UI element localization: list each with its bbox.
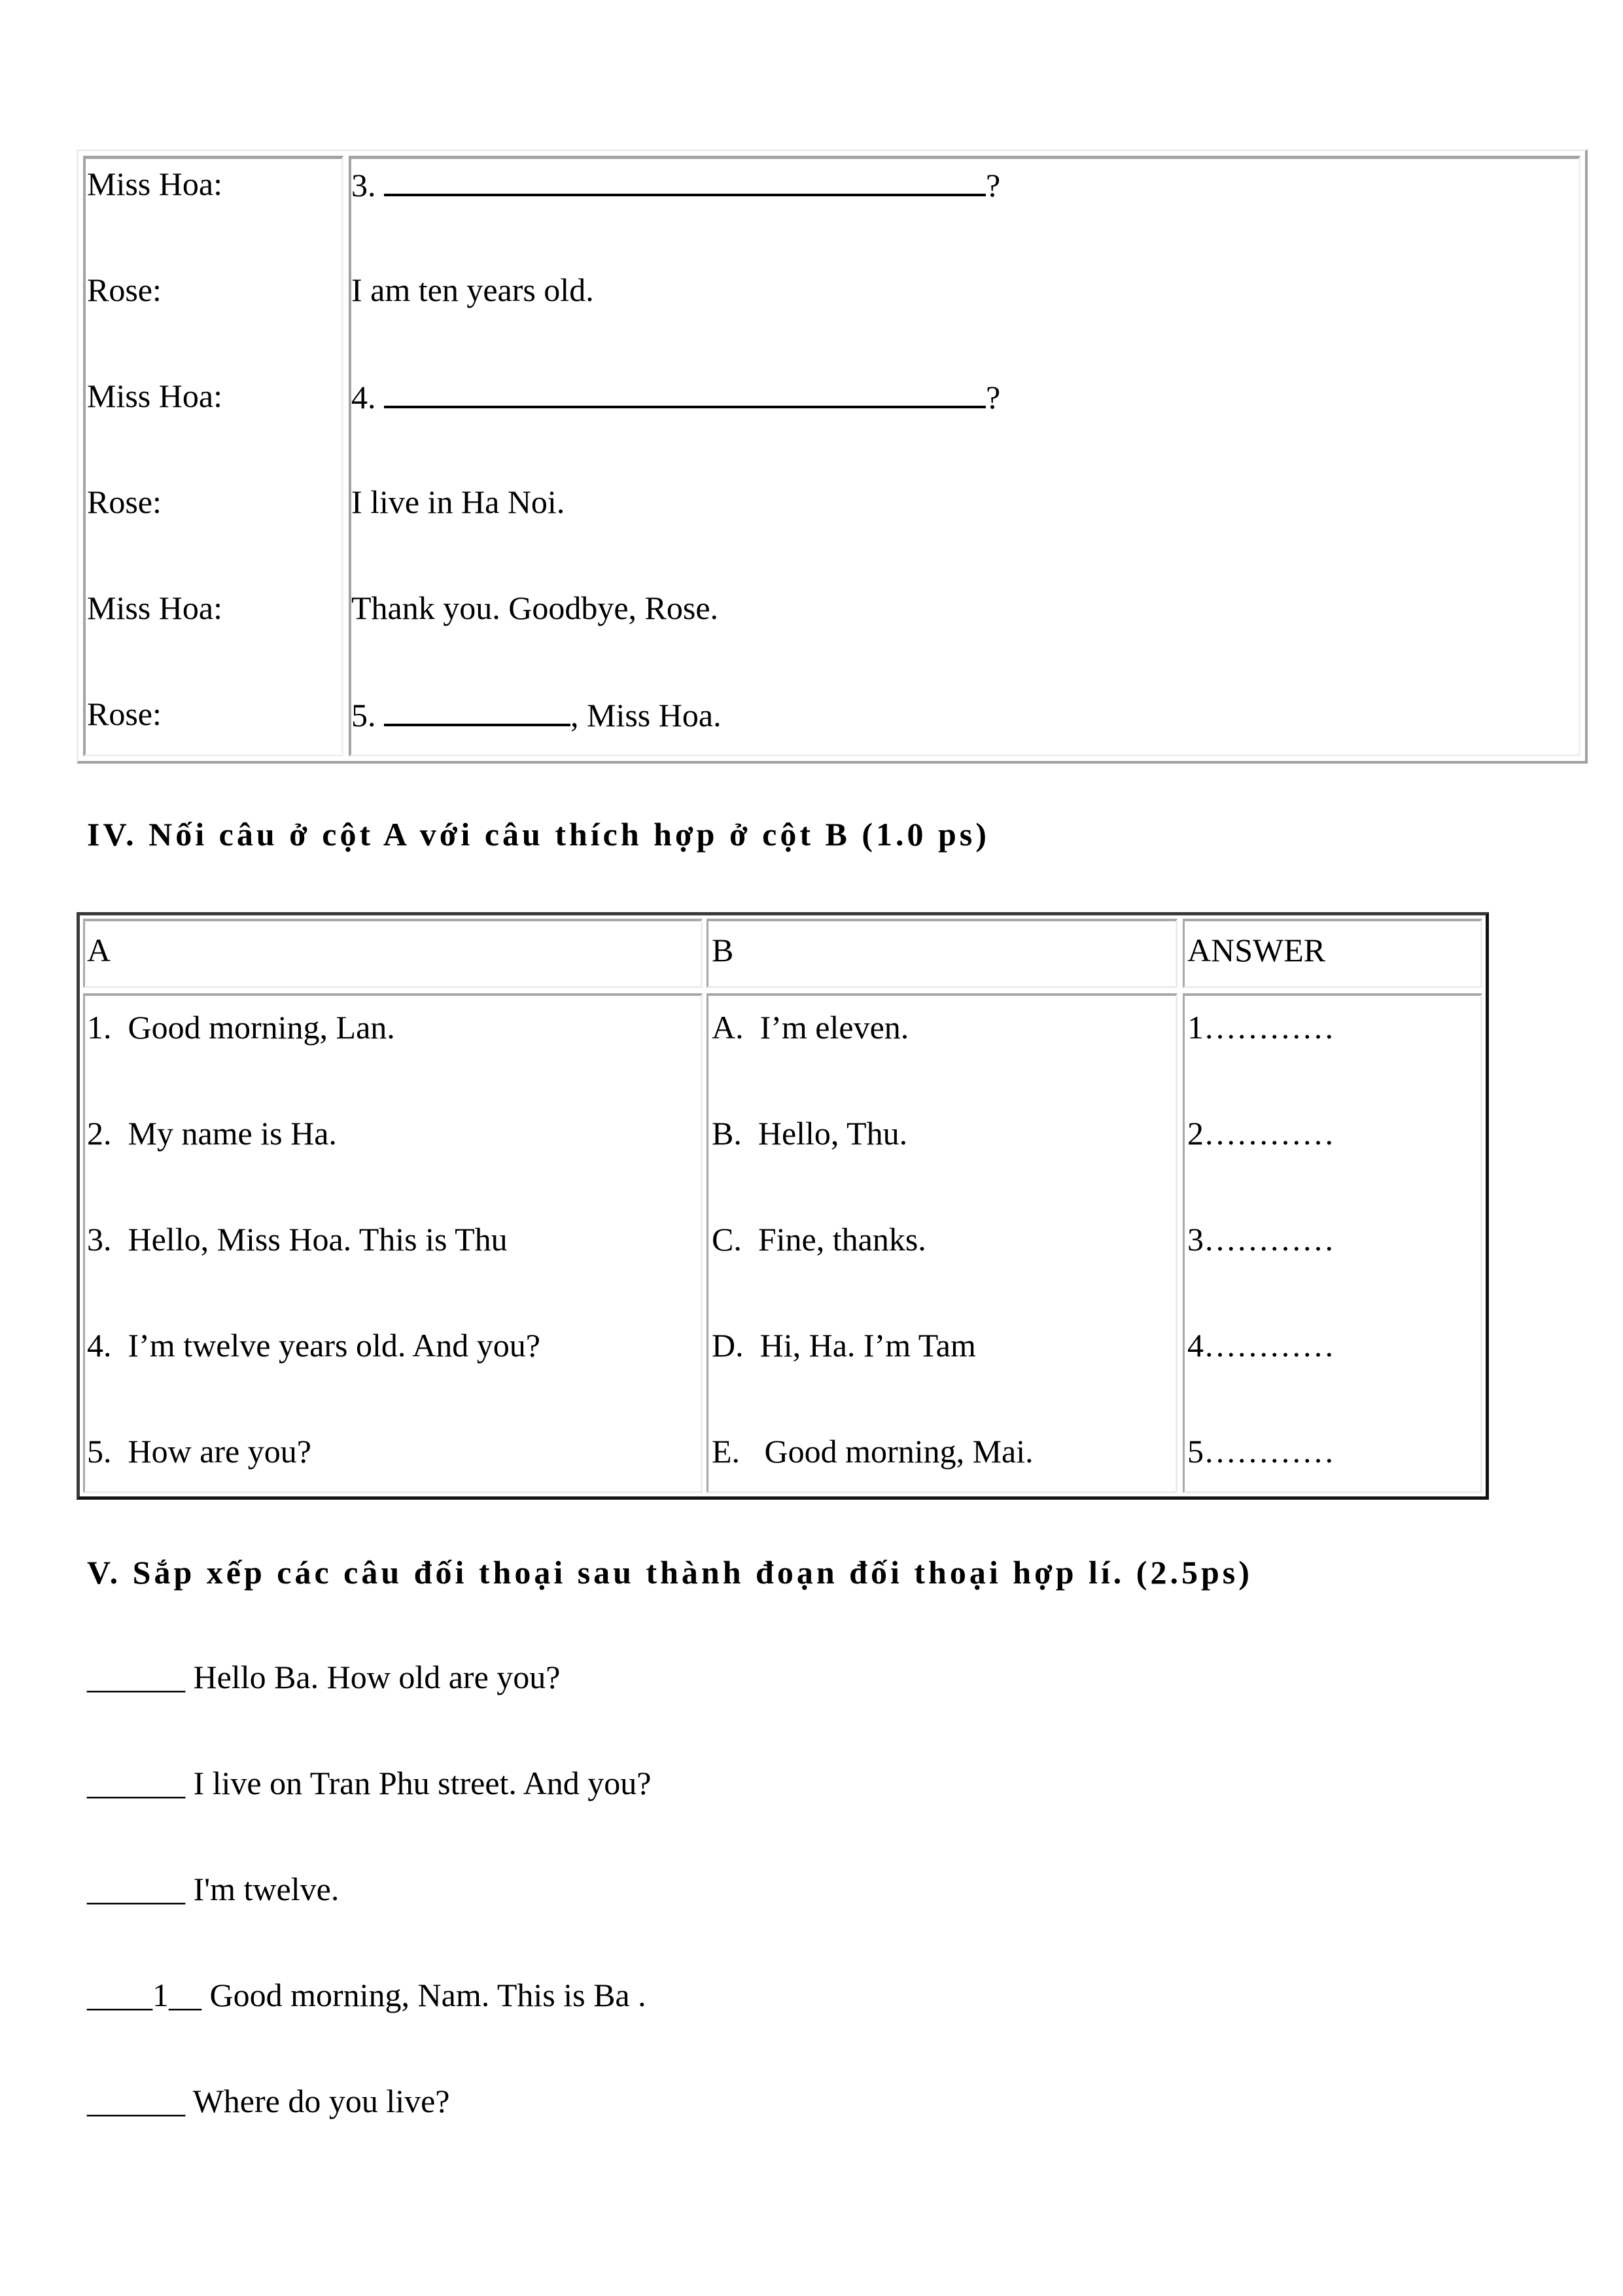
speaker-column — [83, 156, 343, 756]
column-a-item: 4. I’m twelve years old. And you? — [87, 1327, 540, 1364]
column-header-answer: ANSWER — [1187, 932, 1326, 968]
speaker-label: Miss Hoa: — [87, 166, 222, 202]
order-blank[interactable]: ______ — [87, 1659, 185, 1695]
column-b-item: B. Hello, Thu. — [712, 1115, 908, 1152]
column-b-item: E. Good morning, Mai. — [712, 1433, 1034, 1470]
order-blank[interactable]: ______ — [87, 1765, 185, 1801]
question-number: 5. — [351, 697, 376, 733]
ordering-item — [87, 1873, 339, 1905]
speaker-label: Rose: — [87, 272, 162, 308]
question-number: 4. — [351, 379, 376, 415]
ordering-text: I'm twelve. — [185, 1871, 340, 1907]
line-suffix: , Miss Hoa. — [570, 697, 722, 733]
speaker-label: Miss Hoa: — [87, 378, 222, 414]
column-a-item: 1. Good morning, Lan. — [87, 1009, 395, 1046]
answer-slot[interactable]: 1………… — [1187, 1009, 1335, 1046]
dialogue-line: I live in Ha Noi. — [351, 484, 565, 520]
order-blank[interactable]: ______ — [87, 2083, 185, 2119]
column-header-a: A — [87, 932, 111, 968]
answer-slot[interactable]: 4………… — [1187, 1327, 1335, 1364]
column-b-item: A. I’m eleven. — [712, 1009, 909, 1046]
section-iv-heading: IV. Nối câu ở cột A với câu thích hợp ở cột B (1.0 ps) — [87, 816, 990, 853]
answer-slot[interactable]: 5………… — [1187, 1433, 1335, 1470]
order-blank[interactable]: ____1__ — [87, 1977, 201, 2013]
answer-slot[interactable]: 3………… — [1187, 1221, 1335, 1258]
column-header-b: B — [712, 932, 734, 968]
header-cell-b — [707, 919, 1178, 988]
ordering-text: Hello Ba. How old are you? — [185, 1659, 561, 1695]
answer-slot[interactable]: 2………… — [1187, 1115, 1335, 1152]
question-number: 3. — [351, 167, 376, 203]
column-a-item: 5. How are you? — [87, 1433, 311, 1470]
ordering-text: Where do you live? — [185, 2083, 450, 2119]
line-suffix: ? — [986, 167, 1001, 203]
answer-blank[interactable] — [384, 380, 986, 408]
answer-blank[interactable] — [384, 698, 570, 726]
dialogue-line: Thank you. Goodbye, Rose. — [351, 590, 719, 626]
column-a-item: 3. Hello, Miss Hoa. This is Thu — [87, 1221, 508, 1258]
speaker-label: Rose: — [87, 484, 162, 520]
speaker-label: Rose: — [87, 696, 162, 732]
column-b-item: C. Fine, thanks. — [712, 1221, 926, 1258]
ordering-text: Good morning, Nam. This is Ba . — [201, 1977, 646, 2013]
column-b-item: D. Hi, Ha. I’m Tam — [712, 1327, 976, 1364]
header-cell-a — [83, 919, 703, 988]
ordering-item — [87, 1661, 560, 1693]
ordering-item — [87, 1767, 651, 1799]
answer-blank[interactable] — [384, 168, 986, 196]
dialogue-line — [351, 168, 1000, 202]
order-blank[interactable]: ______ — [87, 1871, 185, 1907]
section-v-heading: V. Sắp xếp các câu đối thoại sau thành đoạn đối thoại hợp lí. (2.5ps) — [87, 1554, 1253, 1591]
ordering-item — [87, 2085, 450, 2117]
matching-table — [77, 912, 1489, 1500]
dialogue-line: I am ten years old. — [351, 272, 594, 308]
line-suffix: ? — [986, 379, 1001, 415]
dialogue-line — [351, 698, 722, 732]
speaker-label: Miss Hoa: — [87, 590, 222, 626]
column-a-item: 2. My name is Ha. — [87, 1115, 337, 1152]
ordering-text: I live on Tran Phu street. And you? — [185, 1765, 652, 1801]
line-column — [349, 156, 1580, 756]
dialogue-line — [351, 380, 1000, 414]
ordering-item — [87, 1979, 646, 2011]
dialogue-table — [77, 149, 1588, 764]
